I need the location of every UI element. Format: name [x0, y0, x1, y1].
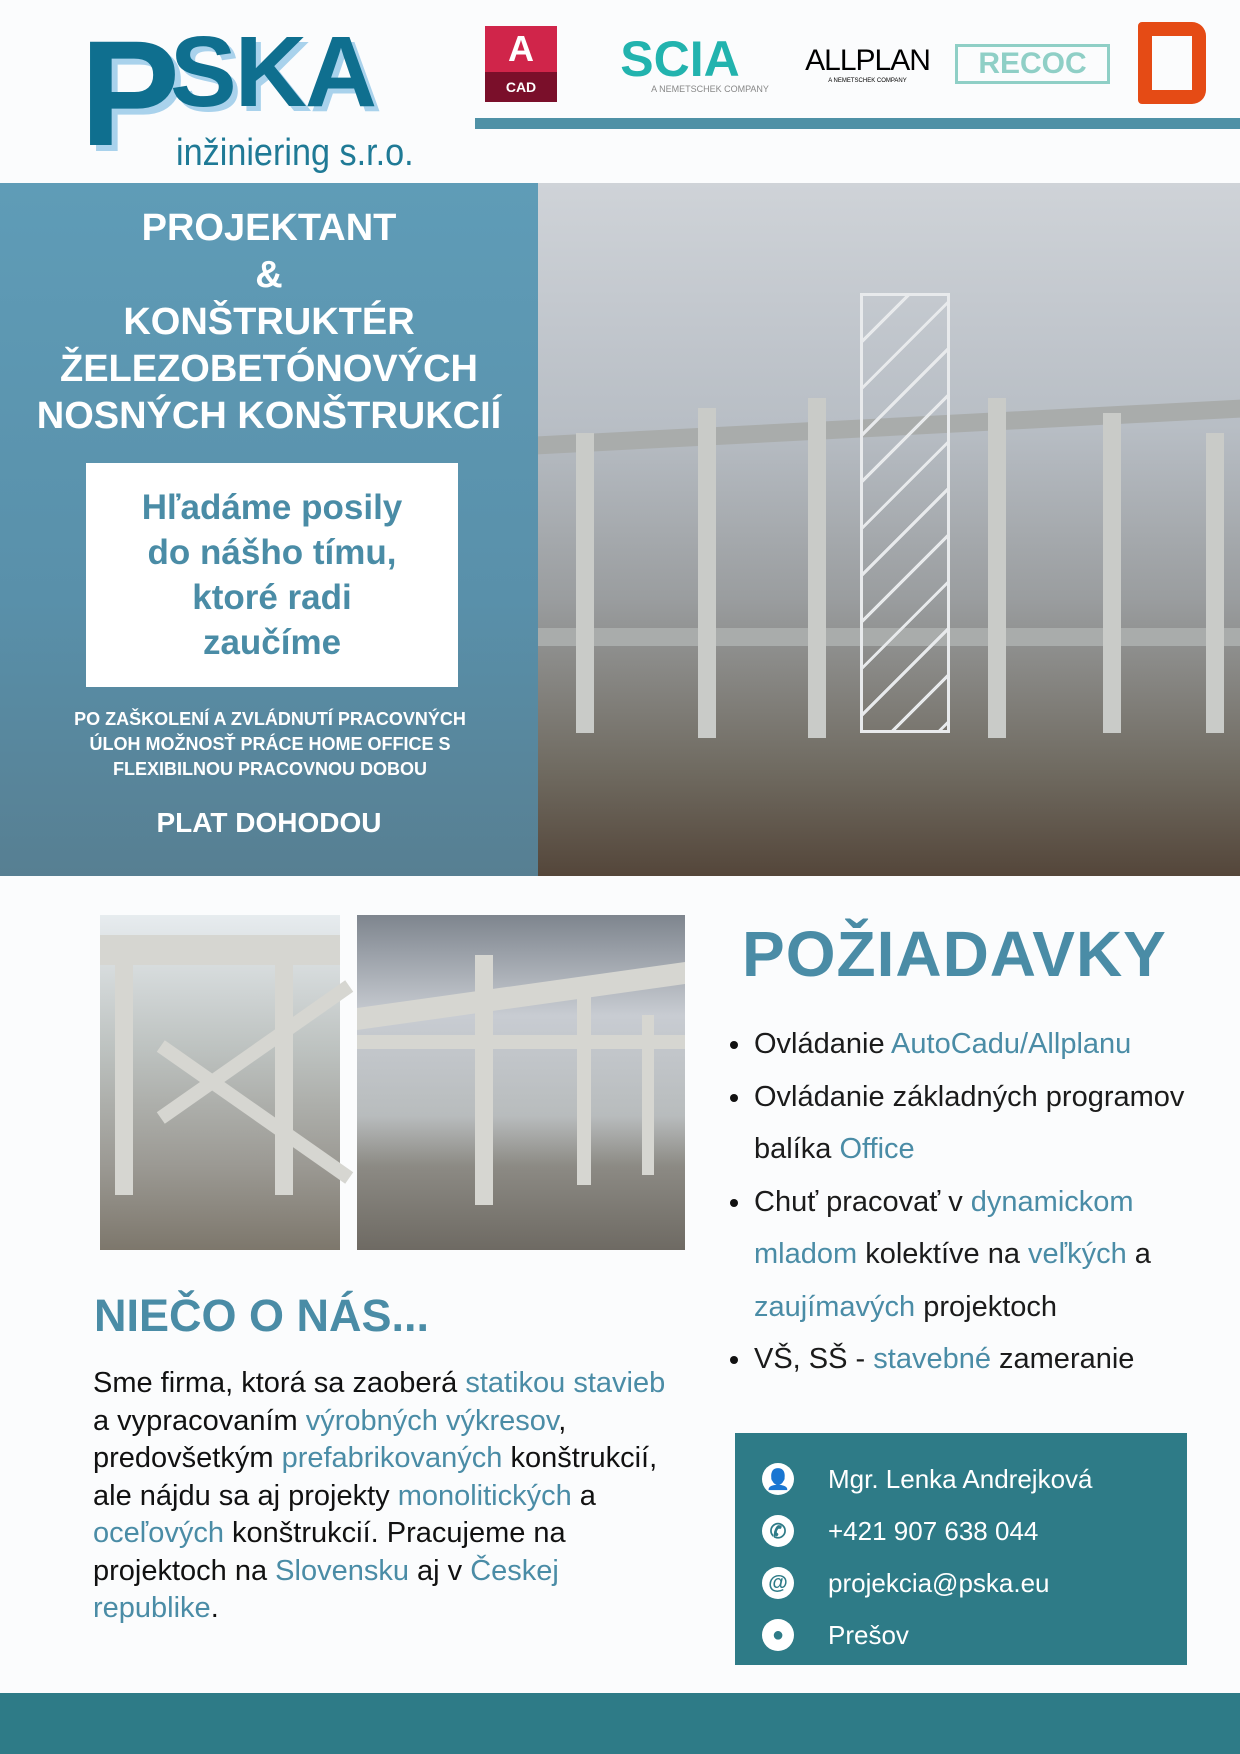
- scia-tagline: A NEMETSCHEK COMPANY: [651, 84, 769, 94]
- highlight-text: dynamickom mladom: [754, 1185, 1134, 1270]
- text-segment: zameranie: [990, 1343, 1135, 1375]
- callout-line: zaučíme: [202, 623, 342, 662]
- allplan-name: ALLPLAN: [805, 44, 930, 77]
- requirement-item: [730, 1071, 1210, 1176]
- about-heading: NIEČO O NÁS...: [94, 1290, 430, 1341]
- highlight-text: AutoCadu/Allplanu: [891, 1028, 1132, 1060]
- person-icon: 👤: [762, 1463, 794, 1495]
- text-segment: projektoch: [915, 1290, 1058, 1323]
- office-logo-icon: [1138, 22, 1206, 104]
- staircase-photo: [100, 915, 340, 1250]
- autocad-label: CAD: [485, 72, 557, 102]
- logo-letters: SKA: [170, 16, 376, 128]
- title-line: ŽELEZOBETÓNOVÝCH: [59, 348, 479, 390]
- highlight-text: prefabrikovaných: [281, 1442, 503, 1474]
- text-segment: Sme firma, ktorá sa zaoberá: [93, 1367, 466, 1399]
- contact-row: [735, 1557, 1187, 1609]
- requirement-item: [730, 1176, 1210, 1334]
- highlight-text: stavebné: [873, 1343, 991, 1375]
- text-segment: konštrukcií. Pracujeme na projektoch na: [93, 1517, 566, 1587]
- requirements-list: [730, 1018, 1210, 1386]
- header-divider: [475, 118, 1240, 129]
- text-segment: kolektíve na: [857, 1238, 1029, 1270]
- text-segment: .: [210, 1592, 219, 1624]
- hero-panel: [0, 183, 538, 876]
- contact-row: [735, 1609, 1187, 1661]
- text-segment: aj v: [408, 1554, 471, 1587]
- contact-text: Mgr. Lenka Andrejková: [828, 1463, 1093, 1494]
- contact-box: [735, 1433, 1187, 1665]
- about-text: [93, 1365, 668, 1628]
- callout-line: Hľadáme posily: [141, 488, 403, 527]
- footer-bar: [0, 1693, 1240, 1754]
- job-title: [0, 205, 538, 440]
- recoc-logo: RECOC: [955, 44, 1110, 84]
- requirement-item: [730, 1018, 1210, 1071]
- requirement-item: [730, 1333, 1210, 1386]
- text-segment: a: [1126, 1238, 1151, 1270]
- company-subtitle: inžiniering s.r.o.: [176, 132, 414, 174]
- title-line: KONŠTRUKTÉR: [123, 301, 415, 343]
- allplan-tagline: A NEMETSCHEK COMPANY: [828, 78, 907, 84]
- note-line: ÚLOH MOŽNOSŤ PRÁCE HOME OFFICE S: [89, 734, 451, 754]
- home-office-note: [20, 707, 520, 782]
- highlight-text: statikou stavieb: [465, 1367, 666, 1399]
- location-pin-icon: ●: [762, 1619, 794, 1651]
- highlight-text: oceľových: [93, 1517, 224, 1549]
- logo-letter-p: P: [80, 9, 175, 177]
- text-segment: a: [571, 1479, 596, 1512]
- highlight-text: zaujímavých: [754, 1290, 916, 1323]
- text-segment: a vypracovaním: [93, 1404, 306, 1437]
- text-segment: , predovšetkým: [93, 1404, 567, 1474]
- contact-row: [735, 1453, 1187, 1505]
- phone-icon: ✆: [762, 1515, 794, 1547]
- highlight-text: monolitických: [397, 1479, 572, 1512]
- highlight-text: Slovensku: [275, 1554, 409, 1587]
- title-line: &: [255, 254, 283, 296]
- requirements-heading: POŽIADAVKY: [742, 918, 1167, 990]
- autocad-logo: [485, 26, 557, 102]
- allplan-logo: [800, 24, 935, 104]
- salary-text: PLAT DOHODOU: [156, 807, 382, 838]
- note-line: FLEXIBILNOU PRACOVNOU DOBOU: [112, 759, 427, 779]
- text-segment: Ovládanie základných programov balíka: [754, 1080, 1185, 1165]
- callout-line: do nášho tímu,: [147, 533, 397, 572]
- scia-logo: [585, 24, 775, 104]
- text-segment: Chuť pracovať v: [754, 1185, 971, 1218]
- highlight-text: Českej republike: [93, 1554, 559, 1624]
- highlight-text: Office: [839, 1133, 915, 1165]
- scia-name: SCIA: [620, 31, 740, 87]
- callout-line: ktoré radi: [192, 578, 352, 617]
- contact-text: Prešov: [828, 1619, 909, 1650]
- autocad-letter: A: [508, 28, 534, 69]
- text-segment: VŠ, SŠ -: [754, 1343, 874, 1375]
- frame-structure-photo: [357, 915, 685, 1250]
- text-segment: Ovládanie: [754, 1028, 892, 1060]
- text-segment: konštrukcií, ale nájdu sa aj projekty: [93, 1442, 658, 1512]
- hiring-callout: [86, 463, 458, 687]
- at-icon: @: [762, 1567, 794, 1599]
- highlight-text: veľkých: [1028, 1238, 1127, 1270]
- highlight-text: výrobných výkresov: [305, 1404, 559, 1437]
- title-line: PROJEKTANT: [141, 207, 397, 249]
- note-line: PO ZAŠKOLENÍ A ZVLÁDNUTÍ PRACOVNÝCH: [74, 709, 466, 729]
- contact-text: projekcia@pska.eu: [828, 1567, 1050, 1598]
- contact-row: [735, 1505, 1187, 1557]
- contact-text: +421 907 638 044: [828, 1515, 1039, 1546]
- title-line: NOSNÝCH KONŠTRUKCIÍ: [36, 395, 502, 437]
- hero-construction-photo: [538, 183, 1240, 876]
